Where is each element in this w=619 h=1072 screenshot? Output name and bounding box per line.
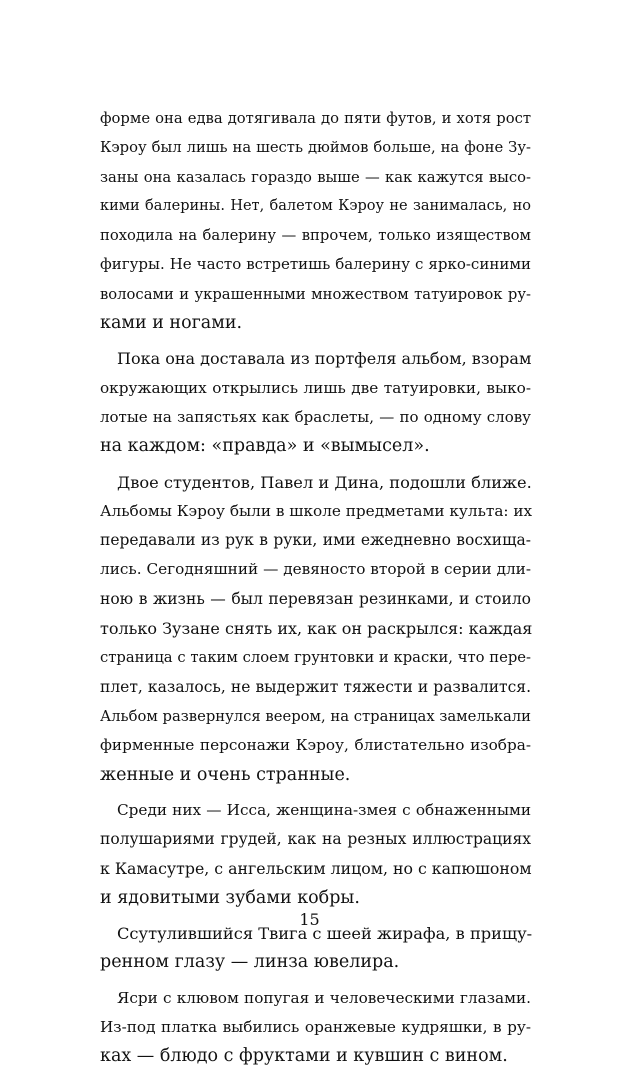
text-line: ною в жизнь — был перевязан резинками, и стоило	[100, 589, 531, 608]
text-line: женные и очень странные.	[100, 764, 351, 785]
text-line: страница с таким слоем грунтовки и краски, что пере-	[100, 649, 531, 667]
text-line: Альбомы Кэроу были в школе предметами культа: их	[100, 501, 533, 520]
text-line: ках — блюдо с фруктами и кувшин с вином.	[100, 1046, 508, 1067]
text-line: Из-под платка выбились оранжевые кудряшки, в ру-	[100, 1017, 531, 1036]
paragraph-3	[100, 468, 531, 790]
text-line: на каждом: «правда» и «вымысел».	[100, 436, 430, 457]
text-line: лотые на запястьях как браслеты, — по одному слову	[100, 407, 531, 426]
text-line: передавали из рук в руки, ими ежедневно восхища-	[100, 531, 531, 550]
text-line: и ядовитыми зубами кобры.	[100, 887, 360, 908]
text-line: заны она казалась гораздо выше — как кажутся высо-	[100, 168, 531, 186]
paragraph-6	[100, 984, 531, 1072]
text-line: ренном глазу — линза ювелира.	[100, 952, 400, 973]
paragraph-4	[100, 796, 531, 913]
text-line: Двое студентов, Павел и Дина, подошли ближе.	[117, 472, 532, 492]
text-line: Кэроу был лишь на шесть дюймов больше, на фоне Зу-	[100, 139, 531, 157]
text-line: фирменные персонажи Кэроу, блистательно изобра-	[100, 736, 531, 755]
text-line: ками и ногами.	[100, 313, 243, 334]
text-line: полушариями грудей, как на резных иллюстрациях	[100, 830, 531, 849]
text-line: кими балерины. Нет, балетом Кэроу не занималась, но	[100, 197, 531, 214]
text-line: к Камасутре, с ангельским лицом, но с капюшоном	[100, 859, 532, 879]
text-line: форме она едва дотягивала до пяти футов, и хотя рост	[100, 110, 531, 127]
text-line: волосами и украшенными множеством татуировок ру-	[100, 285, 531, 303]
paragraph-1	[100, 104, 531, 338]
text-line: Альбом развернулся веером, на страницах замелькали	[100, 707, 531, 725]
paragraph-2	[100, 344, 531, 461]
text-line: фигуры. Не часто встретишь балерину с ярко-синими	[100, 255, 531, 274]
text-line: Ссутулившийся Твига с шеей жирафа, в прищу-	[117, 924, 533, 944]
text-line: Пока она доставала из портфеля альбом, взорам	[117, 349, 532, 369]
text-line: Среди них — Исса, женщина-змея с обнаженными	[117, 800, 531, 819]
page-number: 15	[299, 910, 320, 929]
text-line: лись. Сегодняшний — девяносто второй в серии дли-	[100, 560, 531, 579]
text-line: только Зузане снять их, как он раскрылся: каждая	[100, 619, 533, 639]
text-line: окружающих открылись лишь две татуировки, выко-	[100, 378, 531, 397]
text-line: Ясри с клювом попугая и человеческими глазами.	[117, 988, 531, 1007]
text-line: походила на балерину — впрочем, только изяществом	[100, 227, 531, 245]
text-line: плет, казалось, не выдержит тяжести и развалится.	[100, 677, 531, 696]
